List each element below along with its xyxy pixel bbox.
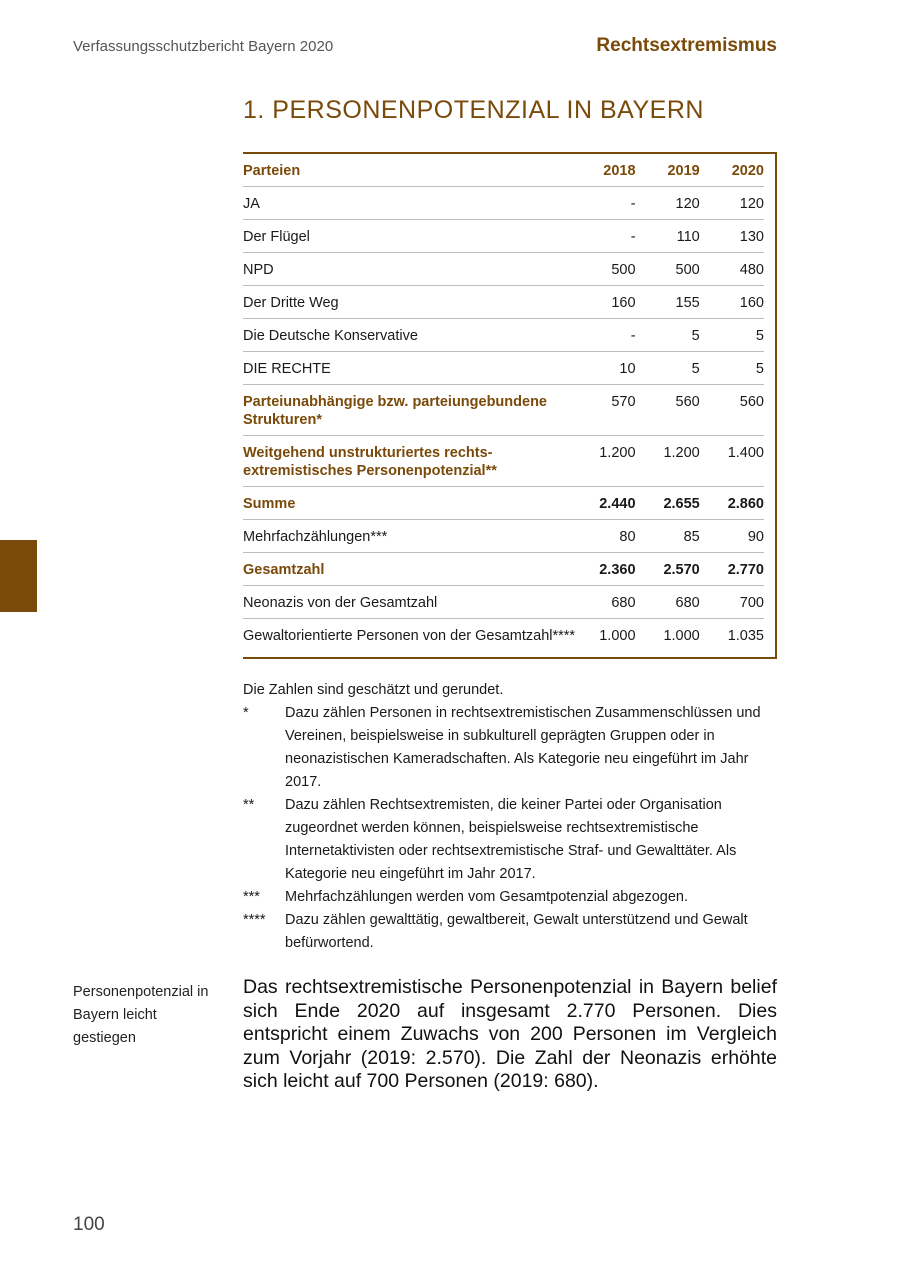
footnote-mark: * <box>243 705 249 721</box>
value-2018: 1.200 <box>599 445 636 461</box>
value-2019: 1.200 <box>663 445 700 461</box>
value-2020: 160 <box>739 295 764 311</box>
footnote-mark: ** <box>243 797 255 813</box>
value-2018: - <box>630 229 636 245</box>
footnote-item <box>243 909 783 955</box>
main-paragraph: Das rechtsextremistische Personenpotenzial in Bayern belief sich Ende 2020 auf insgesamt 2.770 Personen. Dies entspricht einem Zuwachs von 200 Personen im Vergleich zum Vorjahr (2019: 2.570). Die Zahl der Neonazis erhöhte sich leicht auf 700 Personen (2019: 680). <box>243 976 777 1092</box>
value-2020: 480 <box>739 262 764 278</box>
footnote-text: Dazu zählen Personen in rechtsextremistischen Zusammenschlüssen und Vereinen, beispielsweise in subkulturell geprägten Gruppen oder in neonazistischen Kameradschaften. Als Kategorie neu eingeführt im Jahr 2017. <box>285 705 761 790</box>
footnote-item <box>243 702 783 794</box>
table-row <box>243 385 764 436</box>
value-2020: 1.400 <box>727 445 764 461</box>
value-2019: 2.655 <box>663 496 700 512</box>
value-2020: 2.770 <box>727 562 764 578</box>
footnote-text: Dazu zählen Rechtsextremisten, die keiner Partei oder Organisation zugeordnet werden können, beispielsweise rechtsextremistische Internetaktivisten oder rechtsextremistische Straf- und Gewalttäter. Als Kategorie neu eingeführt im Jahr 2017. <box>285 797 737 882</box>
value-2018: 500 <box>611 262 636 278</box>
page-number: 100 <box>73 1214 105 1235</box>
footnote-intro: Die Zahlen sind geschätzt und gerundet. <box>243 682 504 698</box>
value-2020: 120 <box>739 196 764 212</box>
footnote-item <box>243 794 783 886</box>
value-2018: 1.000 <box>599 628 636 644</box>
table-row-summe <box>243 487 764 520</box>
value-2020: 90 <box>747 529 764 545</box>
row-label: Weitgehend unstrukturiertes rechts- extremistisches Personenpotenzial** <box>243 445 497 479</box>
row-label: Parteiunabhängige bzw. parteiungebundene Strukturen* <box>243 394 547 428</box>
footnote-item <box>243 886 783 909</box>
value-2019: 85 <box>683 529 700 545</box>
value-2019: 680 <box>675 595 700 611</box>
value-2019: 155 <box>675 295 700 311</box>
value-2018: 2.440 <box>599 496 636 512</box>
margin-note: Personenpotenzial in Bayern leicht gestiegen <box>73 984 209 1046</box>
table-footnotes <box>243 679 783 955</box>
page-heading: 1. PERSONENPOTENZIAL IN BAYERN <box>243 96 704 124</box>
table-row-gesamtzahl <box>243 553 764 586</box>
persons-table <box>243 154 764 669</box>
row-label: Gesamtzahl <box>243 562 325 578</box>
section-title: Rechtsextremismus <box>596 35 777 56</box>
chapter-tab-marker <box>0 540 37 612</box>
row-label: Der Dritte Weg <box>243 295 339 311</box>
column-header-2018: 2018 <box>603 163 636 179</box>
value-2018: 570 <box>611 394 636 410</box>
value-2018: - <box>630 328 636 344</box>
table-row <box>243 586 764 619</box>
value-2019: 5 <box>691 328 700 344</box>
column-header-parteien: Parteien <box>243 163 301 179</box>
row-label: JA <box>243 196 260 212</box>
table-row <box>243 220 764 253</box>
row-label: Gewaltorientierte Personen von der Gesamtzahl**** <box>243 628 576 644</box>
footnote-mark: *** <box>243 889 260 905</box>
value-2019: 110 <box>676 229 700 245</box>
table-row <box>243 352 764 385</box>
value-2020: 700 <box>739 595 764 611</box>
row-label: NPD <box>243 262 274 278</box>
footnote-mark: **** <box>243 912 266 928</box>
persons-table-box <box>243 152 777 659</box>
value-2018: 160 <box>611 295 636 311</box>
value-2018: - <box>630 196 636 212</box>
value-2019: 120 <box>675 196 700 212</box>
value-2019: 500 <box>675 262 700 278</box>
row-label: Die Deutsche Konservative <box>243 328 418 344</box>
table-row <box>243 187 764 220</box>
table-row <box>243 253 764 286</box>
value-2018: 80 <box>619 529 636 545</box>
table-row <box>243 436 764 487</box>
row-label: DIE RECHTE <box>243 361 331 377</box>
footnote-text: Dazu zählen gewalttätig, gewaltbereit, Gewalt unterstützend und Gewalt befürwortend. <box>285 912 748 951</box>
row-label: Mehrfachzählungen*** <box>243 529 388 545</box>
value-2019: 2.570 <box>663 562 700 578</box>
table-row <box>243 286 764 319</box>
value-2020: 560 <box>739 394 764 410</box>
running-header-title: Verfassungsschutzbericht Bayern 2020 <box>73 38 334 55</box>
value-2019: 560 <box>675 394 700 410</box>
value-2020: 2.860 <box>727 496 764 512</box>
value-2018: 680 <box>611 595 636 611</box>
value-2020: 5 <box>755 361 764 377</box>
value-2018: 2.360 <box>599 562 636 578</box>
value-2020: 1.035 <box>727 628 764 644</box>
column-header-2020: 2020 <box>731 163 764 179</box>
footnote-text: Mehrfachzählungen werden vom Gesamtpotenzial abgezogen. <box>285 889 689 905</box>
value-2020: 5 <box>755 328 764 344</box>
row-label: Summe <box>243 496 296 512</box>
row-label: Neonazis von der Gesamtzahl <box>243 595 438 611</box>
value-2019: 1.000 <box>663 628 700 644</box>
table-row <box>243 619 764 670</box>
value-2018: 10 <box>619 361 636 377</box>
table-row <box>243 520 764 553</box>
table-row <box>243 319 764 352</box>
table-header-row <box>243 154 764 187</box>
row-label: Der Flügel <box>243 229 310 245</box>
value-2019: 5 <box>691 361 700 377</box>
column-header-2019: 2019 <box>667 163 700 179</box>
value-2020: 130 <box>739 229 764 245</box>
